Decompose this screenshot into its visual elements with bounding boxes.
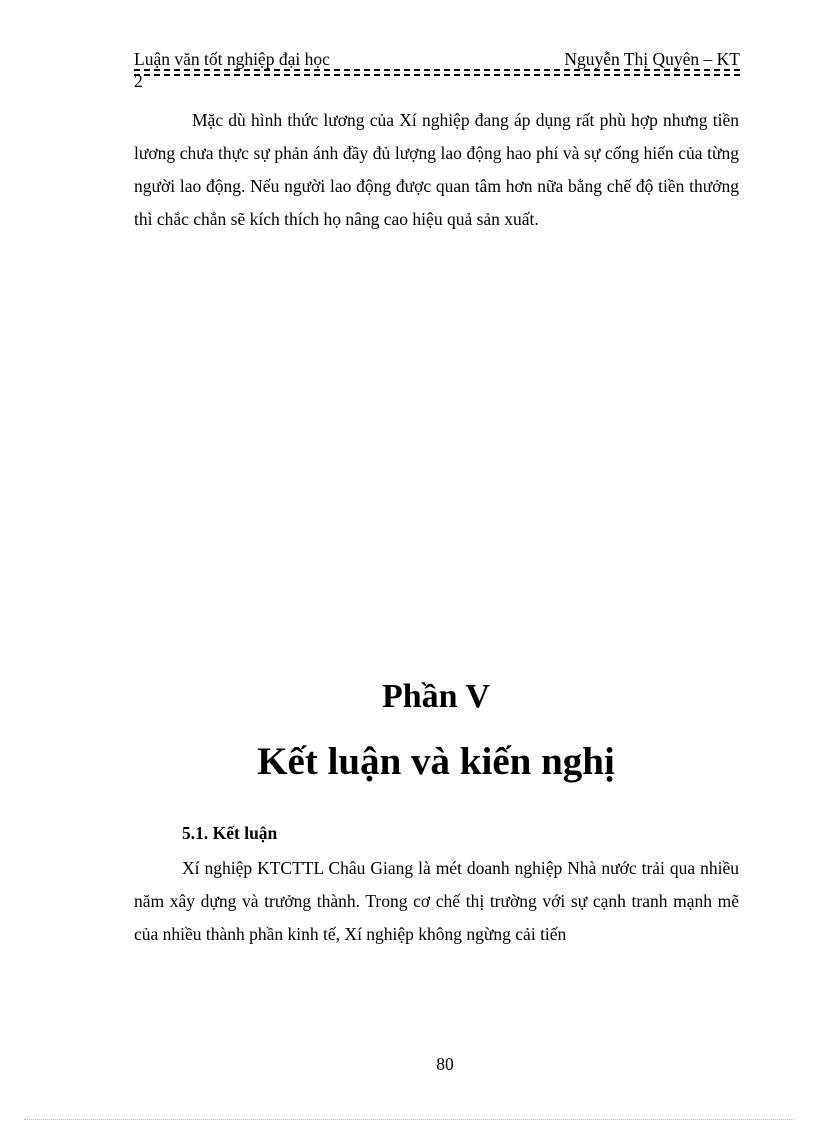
header-divider <box>134 69 740 71</box>
header-left-text: Luận văn tốt nghiệp đại học <box>134 49 330 69</box>
body-paragraph-1: Mặc dù hình thức lương của Xí nghiệp đang áp dụng rất phù hợp nhưng tiền lương chưa thực sự phản ánh đầy đủ lượng lao động hao phí và sự cống hiến của từng người lao động. Nếu người lao động được quan tâm hơn nữa bằng chế độ tiền thưởng thì chắc chắn sẽ kích thích họ nâng cao hiệu quả sản xuất. <box>134 110 739 229</box>
part-subtitle: Kết luận và kiến nghị <box>257 740 615 783</box>
page-number: 80 <box>436 1054 454 1074</box>
header-right-text: Nguyễn Thị Quyên – KT <box>564 49 740 69</box>
header-suffix-text: 2 <box>134 71 143 91</box>
page-bottom-border <box>24 1119 794 1120</box>
page-header <box>134 49 740 91</box>
section-heading: 5.1. Kết luận <box>182 823 278 843</box>
part-title: Phần V <box>381 678 491 715</box>
section-paragraph: Xí nghiệp KTCTTL Châu Giang là mét doanh nghiệp Nhà nước trải qua nhiều năm xây dựng và trưởng thành. Trong cơ chế thị trường với sự cạnh tranh mạnh mẽ của nhiều thành phần kinh tế, Xí nghiệp không ngừng cải tiến <box>134 858 739 944</box>
header-divider-2 <box>134 74 740 76</box>
